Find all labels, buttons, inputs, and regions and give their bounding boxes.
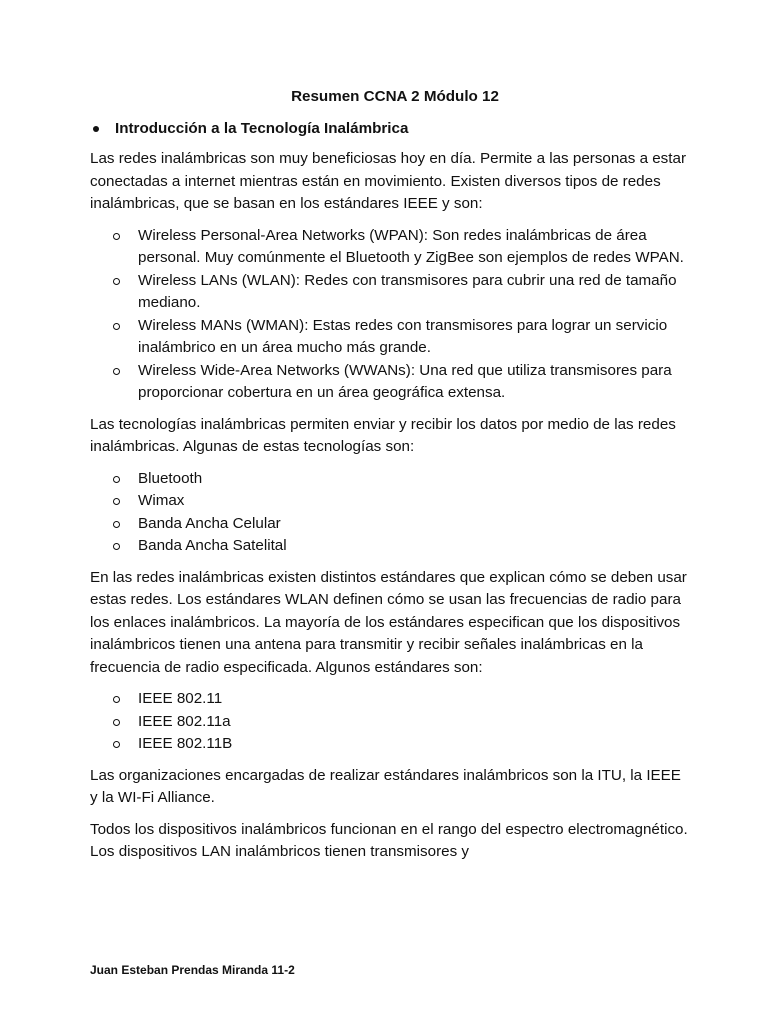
hollow-bullet-icon — [113, 278, 120, 285]
list-item — [90, 513, 690, 536]
list-item-text: Wireless Personal-Area Networks (WPAN): Son redes inalámbricas de área personal. Muy comúnmente el Bluetooth y ZigBee son ejemplos de redes WPAN. — [138, 226, 684, 266]
hollow-bullet-icon — [113, 498, 120, 505]
list-item-text: IEEE 802.11 — [138, 690, 223, 707]
list-item-text: IEEE 802.11a — [138, 712, 231, 730]
section-heading — [90, 118, 690, 140]
list-item — [90, 225, 690, 270]
hollow-bullet-icon — [113, 543, 120, 550]
section-heading-text: Introducción a la Tecnología Inalámbrica — [115, 120, 409, 137]
hollow-bullet-icon — [113, 719, 120, 726]
technologies-paragraph: Las tecnologías inalámbricas permiten enviar y recibir los datos por medio de las redes inalámbricas. Algunas de estas tecnologías son: — [90, 415, 676, 455]
hollow-bullet-icon — [113, 696, 120, 703]
document-title: Resumen CCNA 2 Módulo 12 — [291, 88, 499, 105]
list-item-text: Banda Ancha Celular — [138, 514, 281, 532]
list-item — [90, 315, 690, 360]
list-item-text: IEEE 802.11B — [138, 735, 233, 752]
list-item-text: Wimax — [138, 492, 185, 509]
list-item-text: Wireless LANs (WLAN): Redes con transmisores para cubrir una red de tamaño mediano. — [138, 271, 677, 311]
list-item — [90, 711, 690, 734]
page-footer: Juan Esteban Prendas Miranda 11-2 — [90, 963, 295, 977]
hollow-bullet-icon — [113, 476, 120, 483]
technologies-list — [90, 468, 690, 558]
list-item-text: Wireless Wide-Area Networks (WWANs): Una red que utiliza transmisores para proporcionar cobertura en un área geográfica extensa. — [138, 361, 672, 401]
hollow-bullet-icon — [113, 233, 120, 240]
list-item — [90, 468, 690, 491]
hollow-bullet-icon — [113, 323, 120, 330]
intro-paragraph: Las redes inalámbricas son muy beneficiosas hoy en día. Permite a las personas a estar conectadas a internet mientras están en movimiento. Existen diversos tipos de redes inalámbricas, que se basan en los estándares IEEE y son: — [90, 150, 686, 212]
spectrum-paragraph: Todos los dispositivos inalámbricos funcionan en el rango del espectro electromagnético. Los dispositivos LAN inalámbricos tienen transmisores y — [90, 820, 688, 860]
hollow-bullet-icon — [113, 368, 120, 375]
list-item-text: Bluetooth — [138, 469, 203, 487]
hollow-bullet-icon — [113, 521, 120, 528]
network-types-list — [90, 225, 690, 405]
list-item — [90, 733, 690, 756]
list-item — [90, 270, 690, 315]
standards-paragraph: En las redes inalámbricas existen distintos estándares que explican cómo se deben usar estas redes. Los estándares WLAN definen cómo se usan las frecuencias de radio para los enlaces inalámbricos. La mayoría de los estándares especifican que los dispositivos inalámbricos tienen una antena para transmitir y recibir señales inalámbricas en la frecuencia de radio especificada. Algunos estándares son: — [90, 568, 687, 676]
list-item — [90, 490, 690, 513]
list-item-text: Wireless MANs (WMAN): Estas redes con transmisores para lograr un servicio inalámbrico en un área mucho más grande. — [138, 316, 668, 356]
list-item — [90, 535, 690, 558]
organizations-paragraph: Las organizaciones encargadas de realizar estándares inalámbricos son la ITU, la IEEE y la WI-Fi Alliance. — [90, 766, 681, 806]
bullet-dot-icon — [93, 126, 99, 132]
list-item-text: Banda Ancha Satelital — [138, 537, 287, 554]
list-item — [90, 360, 690, 405]
hollow-bullet-icon — [113, 741, 120, 748]
list-item — [90, 688, 690, 711]
standards-list — [90, 688, 690, 756]
document-body — [90, 86, 690, 873]
